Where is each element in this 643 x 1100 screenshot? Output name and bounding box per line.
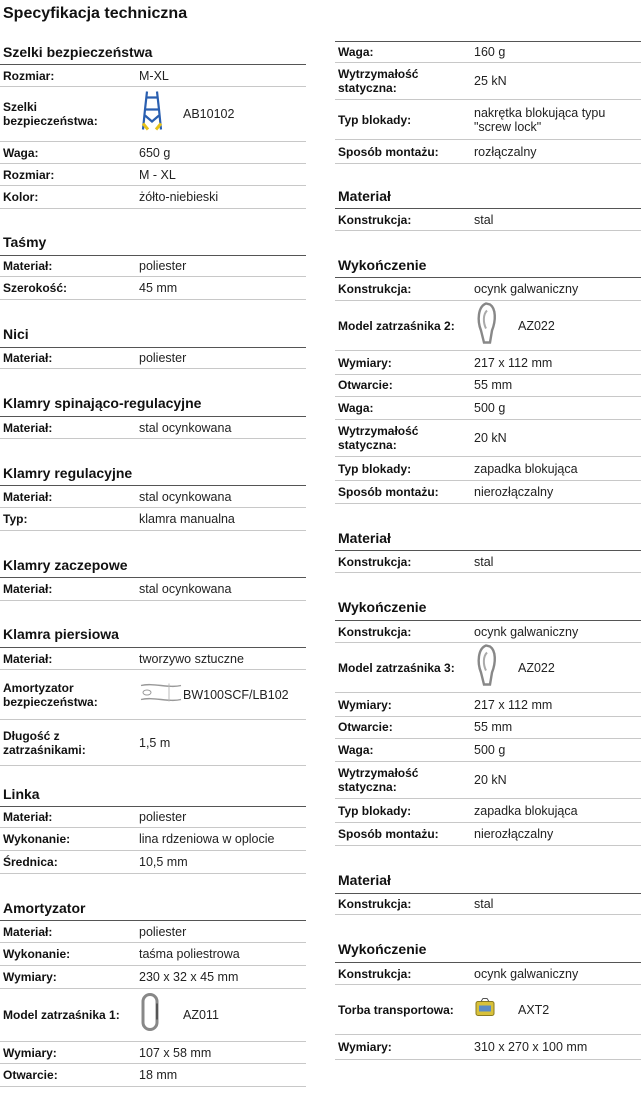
spec-label: Wykonanie:	[3, 947, 71, 961]
spec-row	[335, 208, 641, 231]
spec-label: Typ:	[3, 512, 28, 526]
snap-hook-icon	[474, 642, 500, 693]
spec-value: 25 kN	[474, 74, 507, 88]
spec-label: Konstrukcja:	[338, 282, 412, 296]
spec-row	[0, 828, 306, 851]
lanyard-icon	[139, 679, 183, 710]
section-heading: Wykończenie	[338, 599, 427, 615]
spec-label: Wymiary:	[3, 970, 57, 984]
spec-value: 650 g	[139, 145, 171, 160]
section-heading: Taśmy	[3, 234, 47, 250]
spec-value: zapadka blokująca	[474, 461, 578, 476]
spec-row	[335, 41, 641, 63]
section-heading: Wykończenie	[338, 257, 427, 273]
spec-row	[335, 140, 641, 164]
spec-value: tworzywo sztuczne	[139, 651, 244, 666]
spec-label: Wytrzymałość statyczna:	[338, 424, 419, 452]
spec-label: Wymiary:	[338, 697, 392, 712]
section-heading: Klamry regulacyjne	[3, 465, 133, 481]
spec-label: Model zatrzaśnika 3:	[338, 660, 455, 675]
bag-icon	[474, 996, 496, 1023]
spec-row	[335, 457, 641, 481]
spec-label: Konstrukcja:	[338, 554, 412, 569]
spec-value: M - XL	[139, 167, 176, 182]
spec-value: 55 mm	[474, 378, 513, 392]
spec-row	[335, 962, 641, 985]
spec-row	[335, 799, 641, 823]
spec-value: 55 mm	[474, 720, 513, 734]
spec-value: poliester	[139, 810, 187, 824]
spec-value: lina rdzeniowa w oplocie	[139, 832, 275, 846]
spec-value: 160 g	[474, 45, 506, 59]
spec-value: ocynk galwaniczny	[474, 282, 579, 296]
spec-label: Materiał:	[3, 651, 53, 666]
section-heading: Nici	[3, 326, 29, 342]
spec-value: żółto-niebieski	[139, 190, 219, 204]
spec-row	[0, 255, 306, 277]
spec-label: Waga:	[338, 743, 374, 757]
spec-row	[0, 277, 306, 300]
spec-value: 107 x 58 mm	[139, 1045, 212, 1060]
spec-row	[0, 64, 306, 87]
spec-value: 20 kN	[474, 773, 507, 787]
spec-label: Torba transportowa:	[338, 1002, 454, 1017]
spec-row	[0, 347, 306, 369]
spec-label: Wymiary:	[338, 355, 392, 370]
spec-row	[0, 943, 306, 966]
spec-row	[335, 301, 641, 351]
spec-row	[335, 823, 641, 846]
spec-row	[335, 693, 641, 717]
spec-value: 1,5 m	[139, 735, 171, 750]
spec-value: AZ011	[183, 1008, 219, 1022]
spec-value: 18 mm	[139, 1068, 178, 1082]
spec-value: 45 mm	[139, 281, 178, 295]
spec-label: Typ blokady:	[338, 461, 412, 476]
spec-row	[335, 481, 641, 504]
spec-row	[0, 670, 306, 720]
spec-label: Wytrzymałość statyczna:	[338, 766, 419, 794]
section-heading: Amortyzator	[3, 900, 86, 916]
spec-value: AZ022	[518, 660, 555, 675]
spec-row	[0, 416, 306, 439]
spec-value: taśma poliestrowa	[139, 947, 240, 961]
section-heading: Klamry zaczepowe	[3, 557, 128, 573]
spec-row	[0, 508, 306, 531]
spec-row	[335, 374, 641, 397]
spec-label: Wytrzymałość statyczna:	[338, 67, 419, 95]
spec-label: Szerokość:	[3, 281, 68, 295]
section-heading: Materiał	[338, 188, 391, 204]
spec-label: Typ blokady:	[338, 112, 412, 127]
spec-value: poliester	[139, 259, 187, 273]
spec-value: M-XL	[139, 68, 169, 83]
spec-value: AZ022	[518, 318, 555, 333]
spec-value: stal ocynkowana	[139, 420, 232, 435]
section-heading: Wykończenie	[338, 941, 427, 957]
spec-label: Konstrukcja:	[338, 624, 412, 639]
spec-label: Wymiary:	[3, 1045, 57, 1060]
spec-row	[0, 1064, 306, 1087]
spec-value: klamra manualna	[139, 512, 235, 526]
spec-label: Otwarcie:	[338, 378, 393, 392]
spec-row	[335, 620, 641, 643]
section-heading: Materiał	[338, 530, 391, 546]
spec-row	[0, 647, 306, 670]
spec-label: Typ blokady:	[338, 803, 412, 818]
spec-label: Konstrukcja:	[338, 966, 412, 981]
spec-row	[335, 420, 641, 457]
spec-label: Materiał:	[3, 420, 53, 435]
spec-value: 230 x 32 x 45 mm	[139, 970, 239, 984]
spec-row	[335, 1035, 641, 1060]
spec-row	[0, 164, 306, 186]
spec-label: Waga:	[3, 145, 39, 160]
section-heading: Linka	[3, 786, 40, 802]
spec-value: rozłączalny	[474, 144, 537, 159]
spec-value: 500 g	[474, 743, 506, 757]
spec-row	[335, 351, 641, 375]
spec-label: Materiał:	[3, 489, 53, 504]
spec-label: Wykonanie:	[3, 832, 71, 846]
spec-row	[335, 762, 641, 799]
spec-value: nierozłączalny	[474, 827, 554, 841]
spec-row	[0, 920, 306, 943]
spec-label: Waga:	[338, 45, 374, 59]
spec-label: Materiał:	[3, 810, 53, 824]
spec-row	[0, 851, 306, 874]
spec-value: stal	[474, 897, 494, 911]
spec-row	[335, 739, 641, 762]
spec-row	[0, 485, 306, 508]
spec-value: stal ocynkowana	[139, 582, 232, 596]
spec-value: 20 kN	[474, 431, 507, 445]
spec-label: Średnica:	[3, 855, 58, 869]
spec-label: Konstrukcja:	[338, 212, 412, 227]
spec-row	[0, 966, 306, 989]
spec-label: Szelki bezpieczeństwa:	[3, 100, 98, 128]
spec-label: Długość z zatrzaśnikami:	[3, 728, 86, 757]
spec-label: Otwarcie:	[338, 720, 393, 734]
spec-label: Model zatrzaśnika 2:	[338, 318, 455, 333]
spec-row	[0, 577, 306, 601]
spec-value: 217 x 112 mm	[474, 697, 553, 712]
spec-value: ocynk galwaniczny	[474, 966, 579, 981]
spec-row	[335, 550, 641, 573]
section-heading: Klamra piersiowa	[3, 626, 119, 642]
spec-label: Rozmiar:	[3, 68, 55, 83]
spec-row	[0, 186, 306, 209]
spec-row	[335, 63, 641, 100]
spec-row	[335, 100, 641, 140]
spec-row	[335, 716, 641, 739]
spec-value: AXT2	[518, 1002, 550, 1017]
spec-label: Otwarcie:	[3, 1068, 58, 1082]
spec-value: 500 g	[474, 401, 506, 415]
spec-value: 310 x 270 x 100 mm	[474, 1040, 588, 1054]
spec-label: Rozmiar:	[3, 167, 55, 182]
spec-row	[0, 142, 306, 164]
spec-label: Kolor:	[3, 190, 39, 204]
section-heading: Klamry spinająco-regulacyjne	[3, 395, 202, 411]
spec-value: poliester	[139, 924, 187, 939]
spec-label: Materiał:	[3, 924, 53, 939]
spec-row	[0, 720, 306, 766]
spec-value: nakrętka blokująca typu "screw lock"	[474, 105, 606, 134]
spec-label: Model zatrzaśnika 1:	[3, 1008, 120, 1022]
spec-row	[0, 806, 306, 828]
spec-label: Materiał:	[3, 351, 53, 365]
spec-value: zapadka blokująca	[474, 803, 578, 818]
harness-icon	[139, 90, 165, 139]
snap-hook-icon	[474, 300, 500, 351]
spec-row	[335, 985, 641, 1035]
spec-label: Materiał:	[3, 582, 53, 596]
spec-value: stal	[474, 212, 494, 227]
spec-row	[0, 87, 306, 142]
spec-label: Sposób montażu:	[338, 485, 439, 499]
spec-label: Waga:	[338, 401, 374, 415]
spec-label: Amortyzator bezpieczeństwa:	[3, 680, 98, 709]
spec-value: stal	[474, 554, 494, 569]
spec-label: Sposób montażu:	[338, 827, 439, 841]
spec-row	[335, 893, 641, 915]
spec-value: 10,5 mm	[139, 855, 188, 869]
spec-row	[335, 277, 641, 301]
spec-value: AB10102	[183, 107, 235, 121]
page-title: Specyfikacja techniczna	[3, 5, 188, 22]
spec-label: Materiał:	[3, 259, 53, 273]
spec-row	[335, 397, 641, 420]
spec-row	[0, 1042, 306, 1064]
spec-label: Sposób montażu:	[338, 144, 439, 159]
spec-value: stal ocynkowana	[139, 489, 232, 504]
spec-value: ocynk galwaniczny	[474, 624, 579, 639]
spec-row	[0, 989, 306, 1042]
spec-value: 217 x 112 mm	[474, 355, 553, 370]
spec-value: poliester	[139, 351, 187, 365]
spec-label: Konstrukcja:	[338, 897, 412, 911]
spec-label: Wymiary:	[338, 1040, 392, 1054]
spec-value: BW100SCF/LB102	[183, 687, 289, 702]
spec-value: nierozłączalny	[474, 485, 554, 499]
section-heading: Materiał	[338, 872, 391, 888]
section-heading: Szelki bezpieczeństwa	[3, 44, 153, 60]
spec-row	[335, 643, 641, 693]
carabiner-icon	[139, 992, 163, 1039]
